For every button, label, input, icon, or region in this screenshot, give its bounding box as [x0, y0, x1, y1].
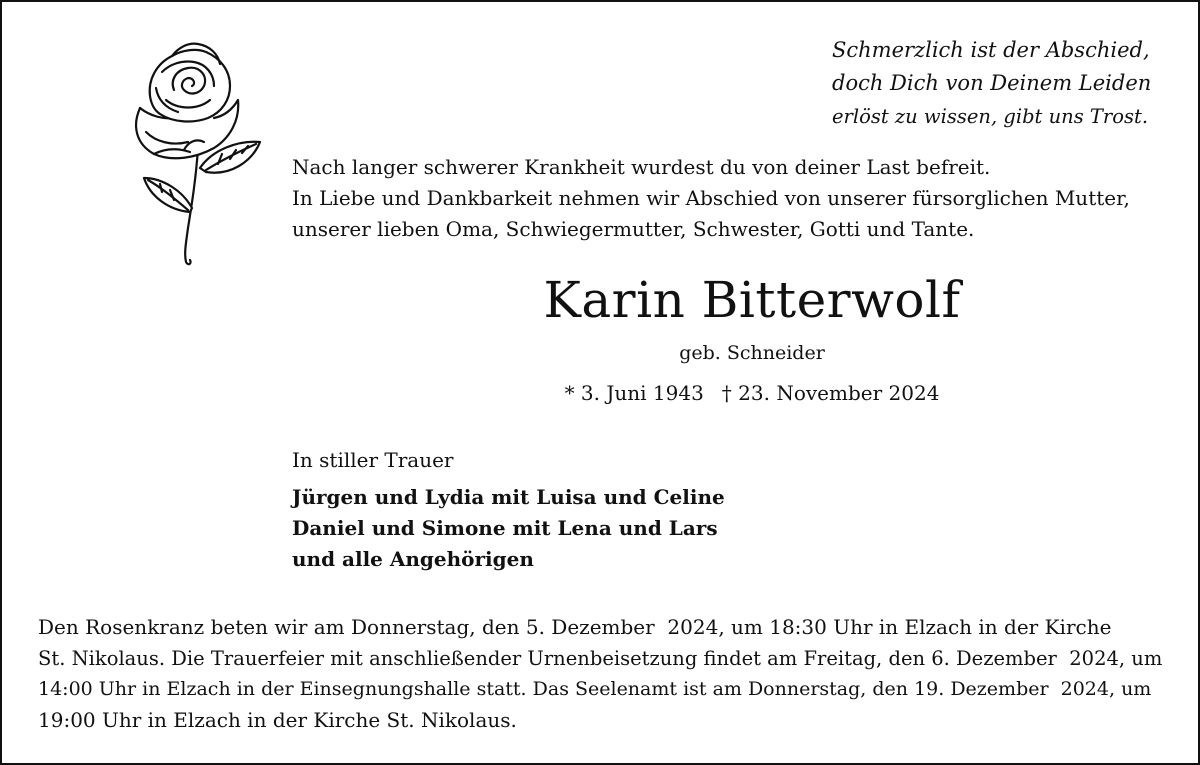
intro-line: In Liebe und Dankbarkeit nehmen wir Abschied von unserer fürsorglichen Mutter,: [292, 186, 1130, 210]
intro-line: Nach langer schwerer Krankheit wurdest du von deiner Last befreit.: [292, 155, 991, 179]
mourning-label: In stiller Trauer: [292, 448, 454, 472]
service-line: St. Nikolaus. Die Trauerfeier mit anschließender Urnenbeisetzung findet am Freitag, den 6. Dezember 2024, um: [38, 647, 1163, 670]
mourners-list: [292, 482, 725, 575]
intro-line: unserer lieben Oma, Schwiegermutter, Schwester, Gotti und Tante.: [292, 217, 975, 241]
rose-icon: [126, 38, 266, 268]
motto-line: doch Dich von Deinem Leiden: [832, 71, 1152, 95]
mourner-line: Daniel und Simone mit Lena und Lars: [292, 516, 718, 540]
service-line: 14:00 Uhr in Elzach in der Einsegnungshalle statt. Das Seelenamt ist am Donnerstag, den 19. Dezember 2024, um: [38, 678, 1152, 700]
intro-text: [292, 152, 1152, 245]
birth-date: * 3. Juni 1943: [564, 381, 704, 405]
motto-line: erlöst zu wissen, gibt uns Trost.: [832, 105, 1149, 128]
mourner-line: Jürgen und Lydia mit Luisa und Celine: [292, 485, 725, 509]
motto-line: Schmerzlich ist der Abschied,: [832, 38, 1150, 62]
service-line: Den Rosenkranz beten wir am Donnerstag, den 5. Dezember 2024, um 18:30 Uhr in Elzach in der Kirche: [38, 615, 1112, 639]
service-line: 19:00 Uhr in Elzach in der Kirche St. Nikolaus.: [38, 708, 517, 732]
birth-name: geb. Schneider: [679, 342, 825, 364]
motto-quote: [832, 34, 1152, 133]
service-details: [38, 612, 1178, 736]
mourner-line: und alle Angehörigen: [292, 547, 534, 571]
death-date: † 23. November 2024: [721, 381, 940, 405]
deceased-name: Karin Bitterwolf: [543, 271, 961, 329]
life-dates: [292, 379, 1200, 407]
